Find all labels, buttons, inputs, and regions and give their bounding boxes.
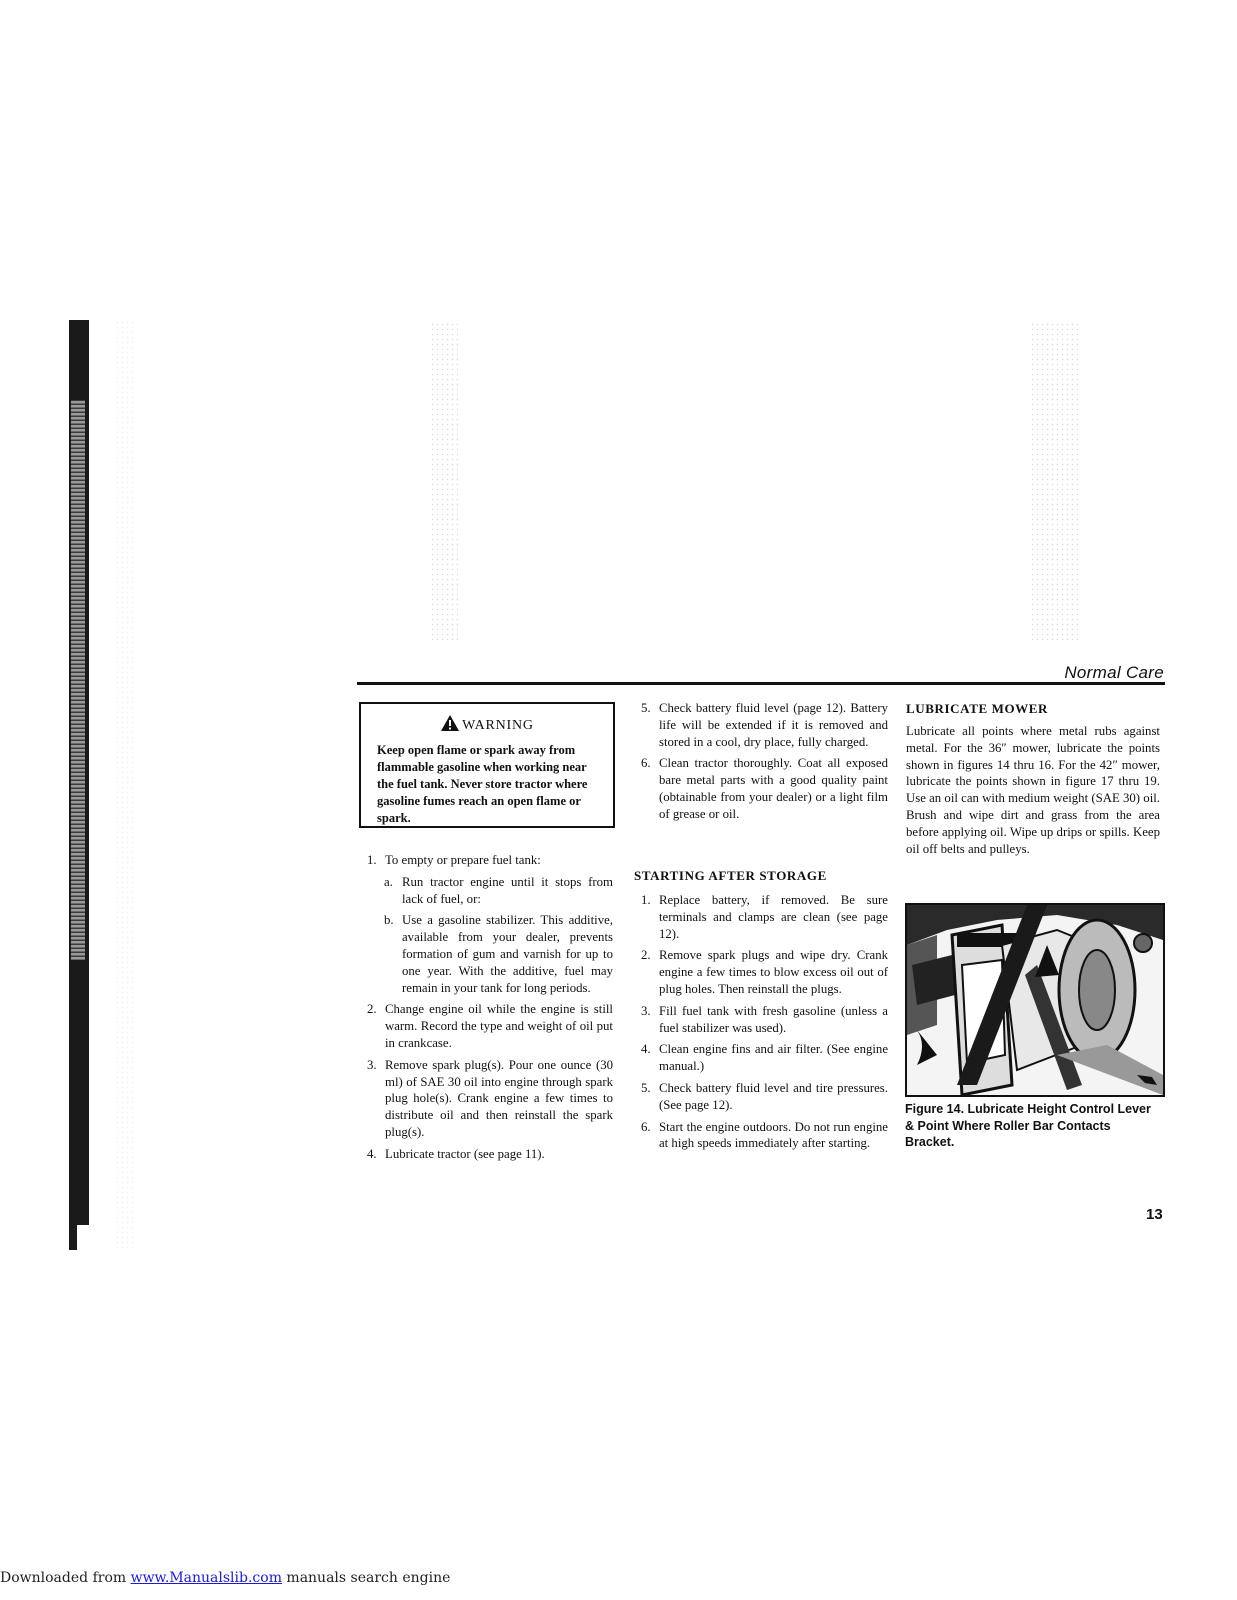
item-number: 4. (641, 1042, 651, 1057)
download-footer (0, 1570, 450, 1586)
item-text: Change engine oil while the engine is still warm. Record the type and weight of oil put in crankcase. (385, 1002, 613, 1050)
item-number: 5. (641, 701, 651, 715)
item-text: Clean tractor thoroughly. Coat all exposed bare metal parts with a good quality paint (obtainable from your dealer) or a light film of grease or oil. (659, 756, 888, 821)
list-item (641, 1080, 888, 1114)
list-item (367, 1001, 613, 1051)
warning-heading (361, 714, 613, 737)
item-number: 4. (367, 1146, 377, 1161)
item-number: 5. (641, 1080, 651, 1095)
item-number: 3. (367, 1057, 377, 1072)
item-text: Run tractor engine until it stops from lack of fuel, or: (402, 874, 613, 906)
warning-triangle-icon (440, 714, 460, 737)
figure-14-photo (905, 903, 1165, 1097)
list-item (367, 1057, 613, 1141)
warning-box (359, 702, 615, 828)
list-item (367, 852, 613, 869)
item-text: Remove spark plugs and wipe dry. Crank engine a few times to blow excess oil out of plug holes. Then reinstall the plugs. (659, 948, 888, 996)
item-letter: b. (384, 913, 394, 928)
manualslib-link[interactable]: www.Manualslib.com (130, 1570, 282, 1586)
storage-steps-continued (641, 700, 888, 828)
item-text: Check battery fluid level (page 12). Battery life will be extended if it is removed and stored in a cool, dry place, fully charged. (659, 701, 888, 749)
item-text: Use a gasoline stabilizer. This additive, available from your dealer, prevents formation of gum and varnish for up to one year. With the additive, fuel may remain in your tank for long periods. (402, 913, 613, 995)
item-text: Lubricate tractor (see page 11). (385, 1146, 545, 1161)
item-text: Fill fuel tank with fresh gasoline (unless a fuel stabilizer was used). (659, 1003, 888, 1035)
item-number: 3. (641, 1003, 651, 1018)
warning-text: Keep open flame or spark away from flammable gasoline when working near the fuel tank. Never store tractor where gasoline fumes reach an open flame or spark. (377, 743, 588, 825)
list-item (641, 755, 888, 822)
list-item (641, 1119, 888, 1153)
list-item (641, 892, 888, 942)
item-text: Replace battery, if removed. Be sure terminals and clamps are clean (see page 12). (659, 893, 888, 941)
lubricate-mower-paragraph: Lubricate all points where metal rubs against metal. For the 36″ mower, lubricate the points shown in figures 14 thru 16. For the 42″ mower, lubricate the points shown in figure 17 thru 19. Use an oil can with medium weight (SAE 30) oil. Brush and wipe dirt and grass from the area before applying oil. Wipe up drips or spills. Keep oil off belts and pulleys. (906, 724, 1160, 856)
figure-caption: Figure 14. Lubricate Height Control Lever & Point Where Roller Bar Contacts Bracket. (905, 1102, 1151, 1149)
starting-steps-list (641, 892, 888, 1157)
list-item (641, 700, 888, 750)
list-subitem (384, 912, 613, 996)
item-number: 1. (367, 853, 377, 867)
item-number: 1. (641, 893, 651, 907)
scan-noise (430, 322, 458, 644)
scan-noise (1030, 322, 1082, 644)
section-title: Normal Care (1064, 663, 1164, 682)
starting-after-storage-heading: STARTING AFTER STORAGE (634, 868, 827, 883)
item-text: To empty or prepare fuel tank: (385, 853, 541, 867)
header-rule (357, 682, 1165, 685)
storage-steps-list (367, 852, 613, 1168)
item-text: Start the engine outdoors. Do not run engine at high speeds immediately after starting. (659, 1119, 888, 1151)
footer-prefix: Downloaded from (0, 1570, 131, 1586)
lubricate-mower-heading: LUBRICATE MOWER (906, 701, 1049, 716)
item-letter: a. (384, 874, 393, 889)
list-item (367, 1146, 613, 1163)
page-binding-edge (69, 320, 89, 1250)
footer-suffix: manuals search engine (281, 1570, 451, 1586)
item-number: 2. (367, 1002, 377, 1017)
list-item (641, 1041, 888, 1075)
warning-label: WARNING (462, 718, 534, 733)
page-number: 13 (1146, 1206, 1163, 1223)
item-text: Clean engine fins and air filter. (See engine manual.) (659, 1042, 888, 1074)
item-number: 2. (641, 948, 651, 963)
list-item (641, 1003, 888, 1037)
scan-noise (115, 320, 137, 1250)
list-item (641, 947, 888, 997)
list-subitem (384, 874, 613, 908)
item-number: 6. (641, 1119, 651, 1134)
item-number: 6. (641, 756, 651, 771)
item-text: Check battery fluid level and tire pressures. (See page 12). (659, 1080, 888, 1112)
item-text: Remove spark plug(s). Pour one ounce (30 ml) of SAE 30 oil into engine through spark plug hole(s). Crank engine a few times to distribute oil and then reinstall the spark plug(s). (385, 1057, 613, 1139)
